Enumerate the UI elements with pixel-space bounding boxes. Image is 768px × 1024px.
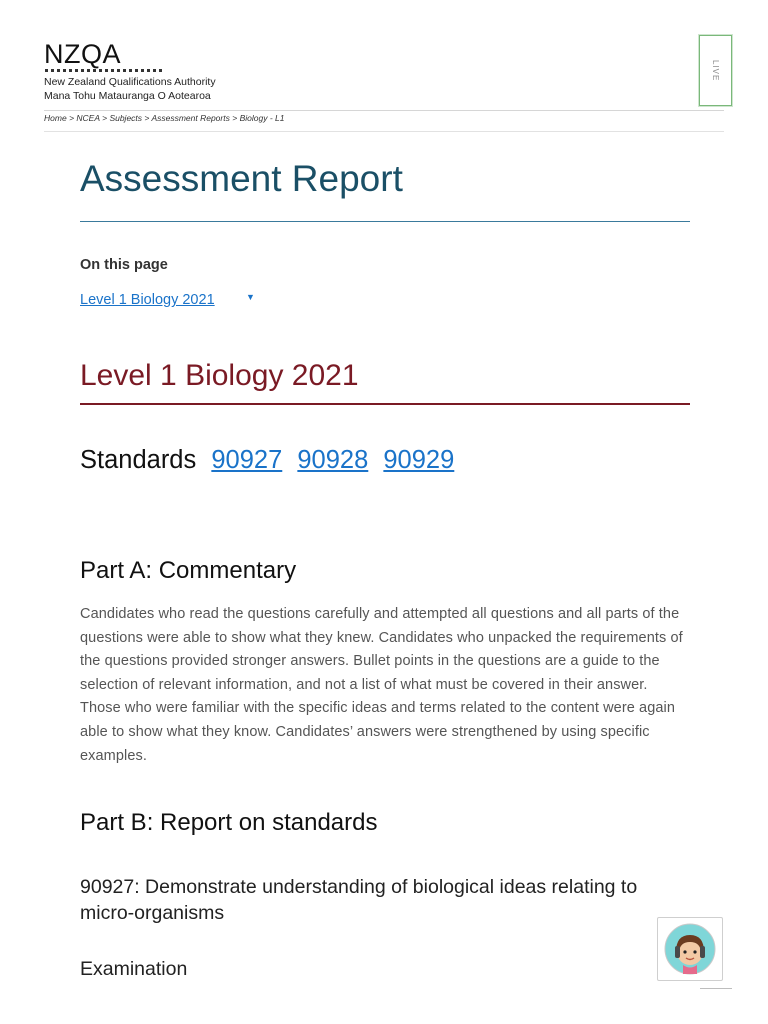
org-name-english: New Zealand Qualifications Authority — [44, 76, 216, 88]
live-label: LIVE — [711, 59, 720, 82]
chat-avatar-icon — [663, 922, 717, 976]
live-chat-button[interactable] — [699, 35, 732, 106]
site-header — [44, 40, 216, 103]
standard-link-90929[interactable]: 90929 — [383, 446, 455, 474]
part-a-commentary: Candidates who read the questions carefully and attempted all questions and all parts of the questions were able to show what they knew. Candidates who unpacked the requirements of the questions provided stronger answers. Bullet points in the questions are a guide to the selection of relevant information, and not a list of what must be covered in their answer. Those who were familiar with the specific ideas and terms related to the content were again able to show what they know. Candidates’ answers were strengthened by using specific examples. — [80, 606, 683, 764]
section-divider — [80, 403, 690, 405]
logo-dots-decoration — [45, 69, 216, 72]
standard-link-90928[interactable]: 90928 — [297, 446, 369, 474]
part-b-heading: Part B: Report on standards — [80, 809, 378, 836]
toc-link-level1-biology[interactable]: Level 1 Biology 2021 — [80, 292, 215, 308]
caret-down-icon[interactable]: ▼ — [246, 292, 255, 302]
breadcrumb-ncea[interactable]: NCEA — [76, 113, 100, 123]
breadcrumb-separator: > — [144, 113, 150, 123]
breadcrumb-current: Biology - L1 — [239, 113, 285, 123]
bottom-edge-line — [700, 988, 732, 989]
section-title: Level 1 Biology 2021 — [80, 359, 359, 392]
chat-widget-button[interactable] — [657, 917, 723, 981]
breadcrumb-subjects[interactable]: Subjects — [109, 113, 143, 123]
on-this-page-label: On this page — [80, 257, 168, 273]
standards-line — [80, 446, 454, 475]
header-divider — [44, 110, 724, 111]
breadcrumb — [44, 113, 284, 123]
breadcrumb-assessment-reports[interactable]: Assessment Reports — [151, 113, 230, 123]
breadcrumb-home[interactable]: Home — [44, 113, 67, 123]
breadcrumb-separator: > — [232, 113, 238, 123]
breadcrumb-divider — [44, 131, 724, 132]
org-name-maori: Mana Tohu Matauranga O Aotearoa — [44, 90, 211, 102]
page-title: Assessment Report — [80, 158, 403, 199]
title-divider — [80, 221, 690, 222]
breadcrumb-separator: > — [69, 113, 75, 123]
standard-link-90927[interactable]: 90927 — [211, 446, 283, 474]
standards-label: Standards — [80, 446, 197, 474]
part-a-heading: Part A: Commentary — [80, 557, 297, 584]
nzqa-logo[interactable]: NZQA — [44, 39, 122, 69]
breadcrumb-separator: > — [102, 113, 108, 123]
examination-heading: Examination — [80, 958, 188, 980]
standard-90927-heading: 90927: Demonstrate understanding of biological ideas relating to micro-organisms — [80, 876, 638, 924]
